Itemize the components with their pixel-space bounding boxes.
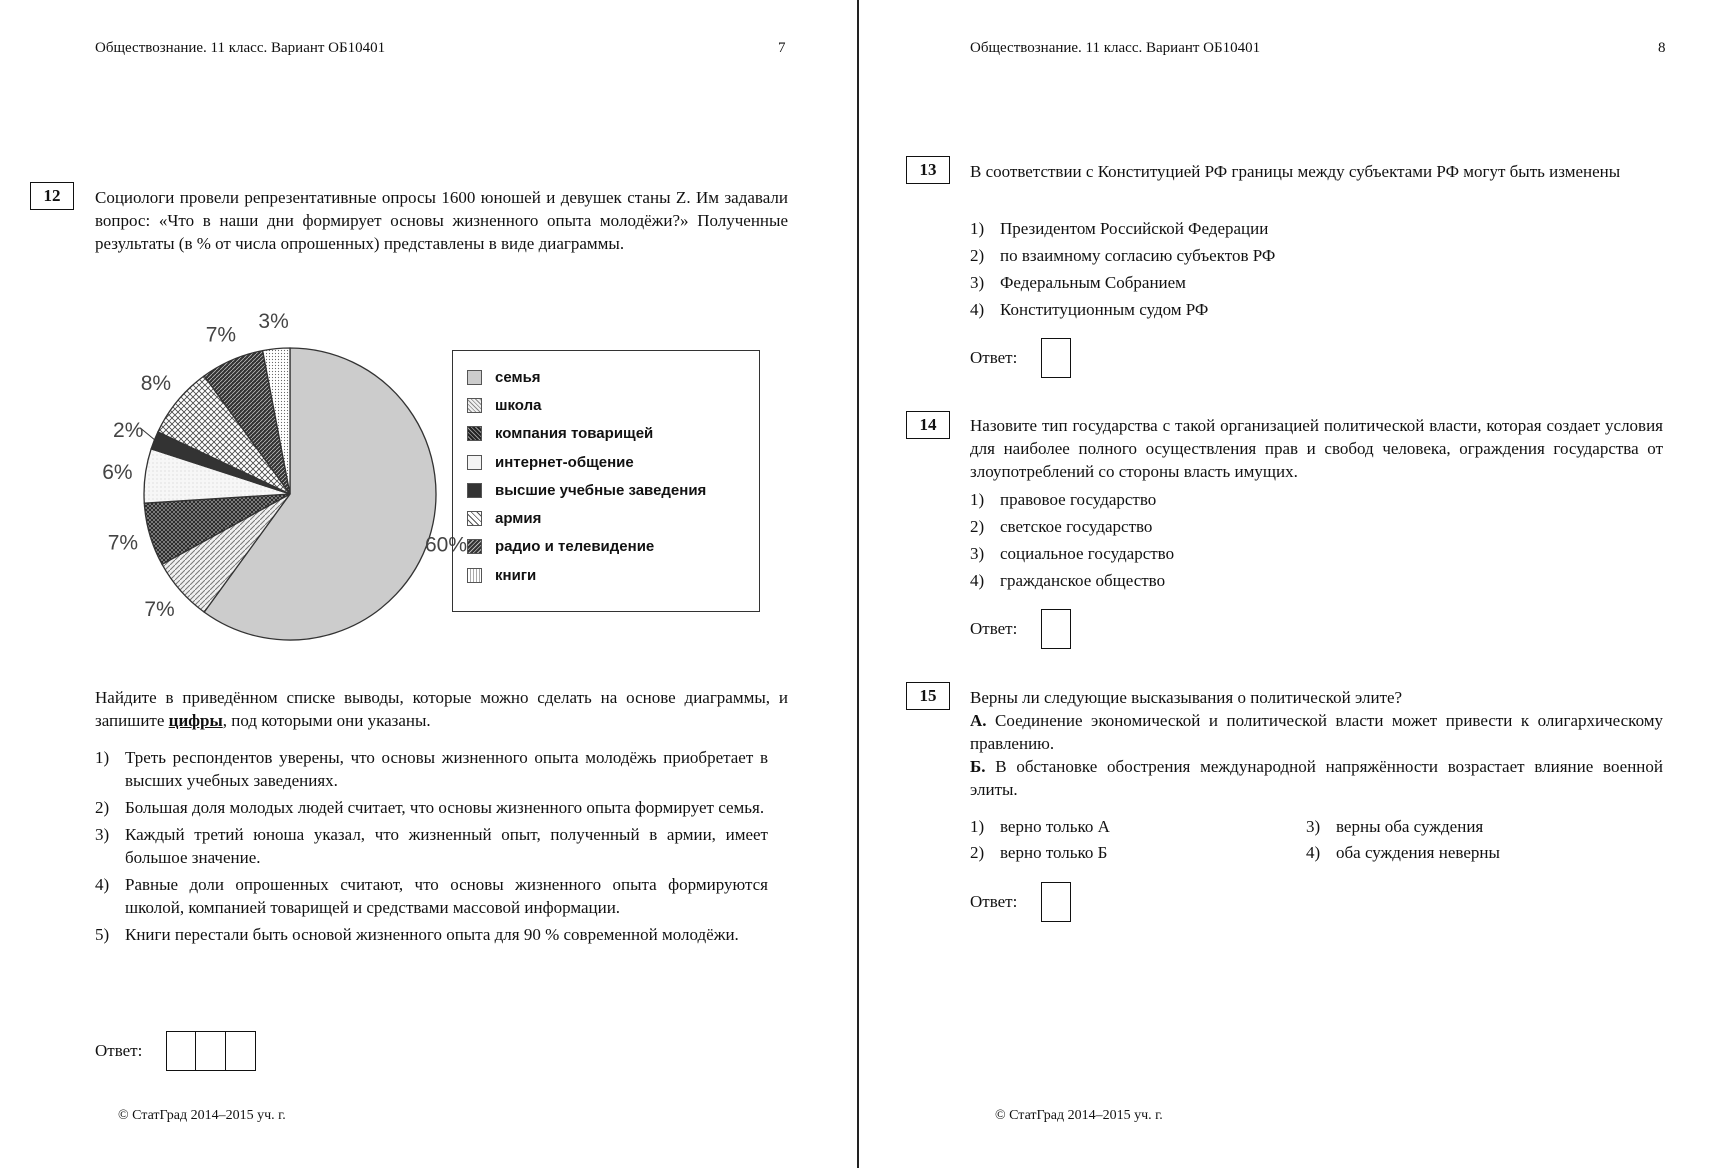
answer-label: Ответ:	[970, 348, 1018, 367]
pie-label: 2%	[113, 418, 144, 442]
page-number: 7	[778, 40, 786, 56]
option-text: Равные доли опрошенных считают, что основы жизненного опыта формируются школой, компанией товарищей и средствами массовой информации.	[125, 875, 768, 917]
option-number: 2)	[95, 798, 110, 817]
option-text: по взаимному согласию субъектов РФ	[1000, 246, 1276, 265]
option-3	[1306, 814, 1483, 840]
question-15-stem: Верны ли следующие высказывания о политической элите?	[970, 688, 1403, 707]
question-number-14: 14	[906, 411, 950, 439]
task-text-after: , под которыми они указаны.	[222, 711, 431, 730]
answer-cell[interactable]	[1041, 338, 1071, 378]
option-number: 2)	[970, 843, 985, 862]
option-text: Большая доля молодых людей считает, что основы жизненного опыта формирует семья.	[125, 798, 765, 817]
option-text: светское государство	[1000, 517, 1153, 536]
option-number: 1)	[970, 219, 985, 238]
option-number: 1)	[970, 817, 985, 836]
right-page	[860, 0, 1718, 1168]
option-3	[970, 542, 1650, 565]
option-text: Каждый третий юноша указал, что жизненный опыт, полученный в армии, имеет большое значение.	[125, 825, 768, 867]
page-header: Обществознание. 11 класс. Вариант ОБ10401	[95, 40, 386, 56]
option-number: 3)	[95, 825, 110, 844]
statement-b	[970, 755, 1663, 801]
legend-swatch	[467, 539, 482, 554]
option-number: 2)	[970, 517, 985, 536]
left-page	[0, 0, 858, 1168]
option-4	[1306, 840, 1500, 866]
task-bold-word: цифры	[168, 711, 223, 730]
statement-b-label: Б.	[970, 757, 986, 776]
option-text: Треть респондентов уверены, что основы жизненного опыта молодёжь приобретает в высших учебных заведениях.	[125, 748, 768, 790]
question-14-options	[970, 488, 1650, 596]
page-divider	[857, 0, 859, 1168]
option-2	[970, 244, 1650, 267]
answer-label: Ответ:	[95, 1041, 143, 1060]
answer-12	[95, 1031, 256, 1071]
chart-legend	[452, 350, 760, 612]
legend-swatch	[467, 483, 482, 498]
legend-label: интернет-общение	[495, 453, 634, 471]
option-number: 3)	[970, 544, 985, 563]
statement-a-text: Соединение экономической и политической власти может привести к олигархическому правлению.	[970, 711, 1664, 753]
option-text: гражданское общество	[1000, 571, 1166, 590]
legend-item	[453, 420, 759, 448]
option-number: 3)	[1306, 817, 1321, 836]
answer-label: Ответ:	[970, 892, 1018, 911]
option-2	[970, 840, 1107, 866]
legend-item	[453, 504, 759, 532]
option-text: верно только А	[1000, 817, 1110, 836]
legend-swatch	[467, 568, 482, 583]
question-number-13: 13	[906, 156, 950, 184]
question-14-text: Назовите тип государства с такой организацией политической власти, которая создает условия для наиболее полного осуществления прав и свобод человека, ограждения государства от злоупотреблений со стороны власть имущих.	[970, 416, 1663, 481]
question-12-task	[95, 686, 788, 732]
legend-label: семья	[495, 368, 541, 386]
option-3	[95, 823, 768, 869]
pie-label: 7%	[144, 598, 175, 622]
pie-label: 7%	[205, 323, 237, 347]
answer-cell[interactable]	[1041, 609, 1071, 649]
option-number: 4)	[1306, 843, 1321, 862]
option-number: 5)	[95, 925, 110, 944]
legend-item	[453, 391, 759, 419]
legend-label: книги	[495, 566, 537, 584]
legend-swatch	[467, 426, 482, 441]
page-number: 8	[1658, 40, 1666, 56]
answer-15	[970, 882, 1071, 922]
option-1	[970, 814, 1110, 840]
statement-a-label: А.	[970, 711, 987, 730]
option-text: Конституционным судом РФ	[1000, 300, 1209, 319]
statement-a	[970, 709, 1663, 755]
question-number-12: 12	[30, 182, 74, 210]
question-15-text	[970, 686, 1663, 801]
option-number: 1)	[95, 748, 110, 767]
option-text: Федеральным Собранием	[1000, 273, 1186, 292]
option-text: социальное государство	[1000, 544, 1175, 563]
option-1	[95, 746, 768, 792]
option-number: 4)	[95, 875, 110, 894]
question-12-intro: Социологи провели репрезентативные опросы 1600 юношей и девушек станы Z. Им задавали вопрос: «Что в наши дни формирует основы жизненного опыта молодёжи?» Полученные результаты (в % от числа опрошенных) представлены в виде диаграммы.	[95, 188, 788, 253]
legend-swatch	[467, 455, 482, 470]
pie-slices	[144, 348, 436, 640]
option-5	[95, 923, 768, 946]
task-text-before: Найдите в приведённом списке выводы, которые можно сделать на основе диаграммы, и запишите	[95, 688, 788, 730]
option-number: 3)	[970, 273, 985, 292]
pie-label: 7%	[107, 531, 139, 555]
option-4	[970, 569, 1650, 592]
pie-label: 3%	[258, 310, 289, 333]
option-text: правовое государство	[1000, 490, 1157, 509]
legend-swatch	[467, 398, 482, 413]
question-13-options	[970, 217, 1650, 325]
option-2	[95, 796, 768, 819]
pie-label: 60%	[424, 533, 468, 557]
legend-label: школа	[495, 396, 542, 414]
legend-swatch	[467, 511, 482, 526]
option-2	[970, 515, 1650, 538]
pie-label: 8%	[140, 372, 172, 396]
option-text: верны оба суждения	[1336, 817, 1484, 836]
option-3	[970, 271, 1650, 294]
legend-item	[453, 476, 759, 504]
option-text: Президентом Российской Федерации	[1000, 219, 1269, 238]
option-4	[95, 873, 768, 919]
option-number: 4)	[970, 571, 985, 590]
legend-item	[453, 448, 759, 476]
option-1	[970, 217, 1650, 240]
page-footer: © СтатГрад 2014–2015 уч. г.	[118, 1108, 286, 1123]
pie-label: 6%	[102, 461, 133, 485]
option-number: 2)	[970, 246, 985, 265]
legend-label: армия	[495, 510, 542, 528]
page-footer: © СтатГрад 2014–2015 уч. г.	[995, 1108, 1163, 1123]
option-text: Книги перестали быть основой жизненного опыта для 90 % современной молодёжи.	[125, 925, 739, 944]
legend-label: высшие учебные заведения	[495, 481, 707, 499]
option-4	[970, 298, 1650, 321]
answer-cell[interactable]	[166, 1031, 196, 1071]
answer-cell[interactable]	[196, 1031, 226, 1071]
answer-cell[interactable]	[1041, 882, 1071, 922]
question-13-text: В соответствии с Конституцией РФ границы между субъектами РФ могут быть изменены	[970, 162, 1621, 181]
question-12-options	[95, 746, 768, 950]
legend-item	[453, 561, 759, 589]
answer-13	[970, 338, 1071, 378]
option-number: 1)	[970, 490, 985, 509]
page-header: Обществознание. 11 класс. Вариант ОБ10401	[970, 40, 1261, 56]
legend-label: радио и телевидение	[495, 538, 655, 556]
legend-item	[453, 363, 759, 391]
answer-label: Ответ:	[970, 619, 1018, 638]
option-text: верно только Б	[1000, 843, 1108, 862]
option-number: 4)	[970, 300, 985, 319]
question-number-15: 15	[906, 682, 950, 710]
legend-item	[453, 533, 759, 561]
answer-14	[970, 609, 1071, 649]
legend-swatch	[467, 370, 482, 385]
answer-cell[interactable]	[226, 1031, 256, 1071]
option-1	[970, 488, 1650, 511]
option-text: оба суждения неверны	[1336, 843, 1500, 862]
legend-label: компания товарищей	[495, 425, 654, 443]
statement-b-text: В обстановке обострения международной напряжённости возрастает влияние военной элиты.	[970, 757, 1664, 799]
